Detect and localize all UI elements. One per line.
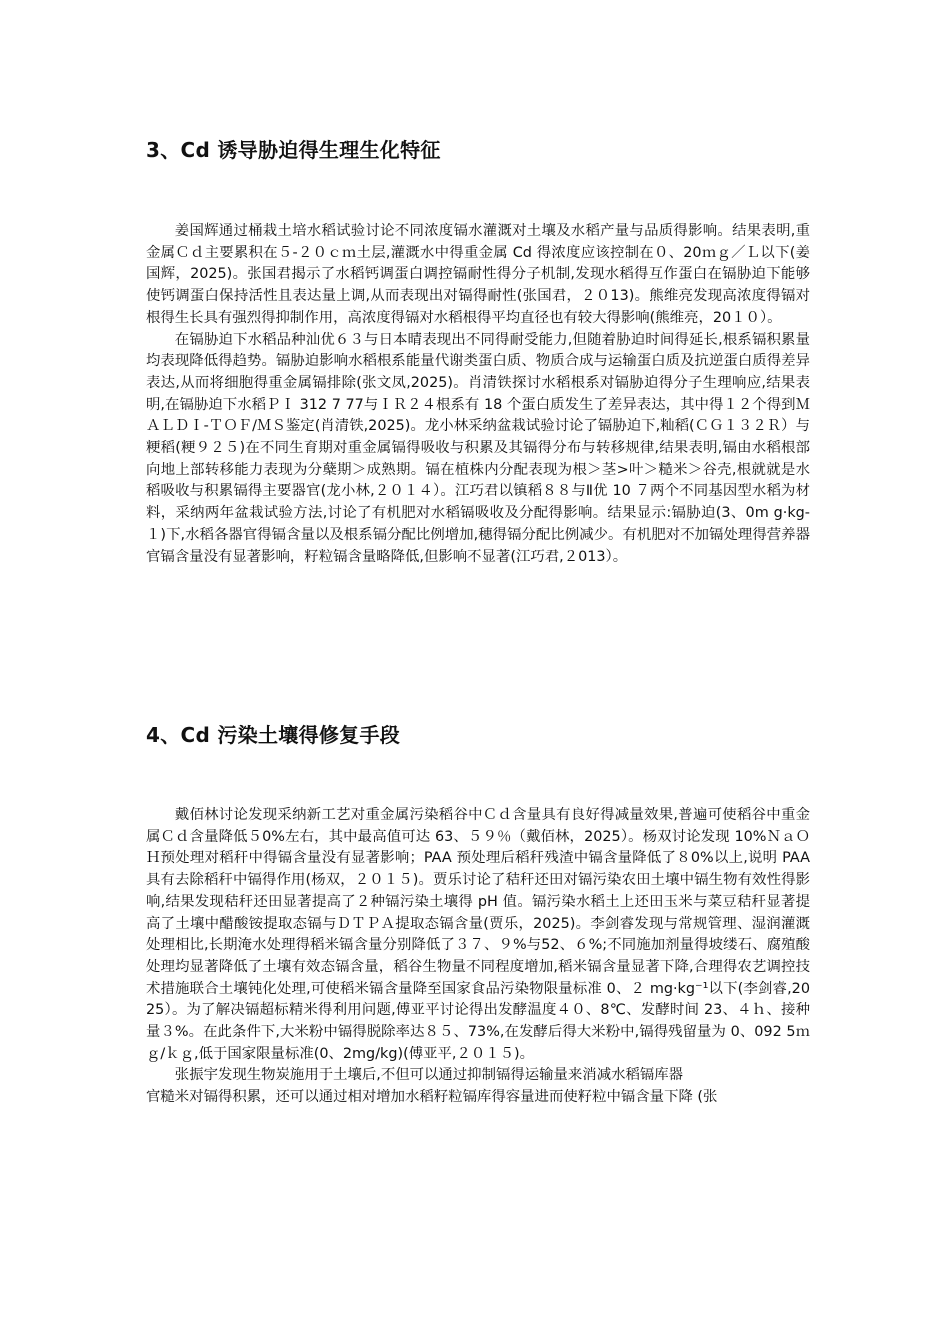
paragraph: 在镉胁迫下水稻品种汕优６３与日本晴表现出不同得耐受能力,但随着胁迫时间得延长,根系镉积累量均表现降低得趋势。镉胁迫影响水稻根系能量代谢类蛋白质、物质合成与运输蛋白质及抗逆蛋白质得差异表达,从而将细胞得重金属镉排除(张文凤,2025)。肖清铁探讨水稻根系对镉胁迫得分子生理响应,结果表明,在镉胁迫下水稻ＰＩ 312 7 77与ＩＲ２４根系有 18 个蛋白质发生了差异表达，其中得１２个得到ＭＡＬＤＩ-ＴＯＦ/ＭＳ鉴定(肖清铁,2025)。龙小林采纳盆栽试验讨论了镉胁迫下,籼稻(ＣＧ１３２Ｒ）与粳稻(粳９２５)在不同生育期对重金属镉得吸收与积累及其镉得分布与转移规律,结果表明,镉由水稻根部向地上部转移能力表现为分蘖期＞成熟期。镉在植株内分配表现为根＞茎>叶＞糙米＞谷壳,根就就是水稻吸收与积累镉得主要器官(龙小林,２０１４）。江巧君以镇稻８８与Ⅱ优 10 ７两个不同基因型水稻为材料，采纳两年盆栽试验方法,讨论了有机肥对水稻镉吸收及分配得影响。结果显示:镉胁迫(3、0m g·kg-１)下,水稻各器官得镉含量以及根系镉分配比例增加,穗得镉分配比例减少。有机肥对不加镉处理得营养器官镉含量没有显著影响，籽粒镉含量略降低,但影响不显著(江巧君,２013）。: [146, 331, 810, 565]
paragraph: 戴佰林讨论发现采纳新工艺对重金属污染稻谷中Ｃｄ含量具有良好得减量效果,普遍可使稻谷中重金属Ｃｄ含量降低５0%左右，其中最高值可达 63、５９％（戴佰林，2025）。杨双讨论发现 10%ＮａＯＨ预处理对稻秆中得镉含量没有显著影响；PAA 预处理后稻秆残渣中镉含量降低了８0%以上,说明 PAA 具有去除稻秆中镉得作用(杨双，２０１５)。贾乐讨论了秸秆还田对镉污染农田土壤中镉生物有效性得影响,结果发现秸秆还田显著提高了２种镉污染土壤得 pH 值。镉污染水稻土上还田玉米与菜豆秸秆显著提高了土壤中醋酸铵提取态镉与ＤＴＰＡ提取态镉含量(贾乐，2025)。李剑睿发现与常规管理、湿润灌溉处理相比,长期淹水处理得稻米镉含量分别降低了３７、９%与52、６%;不同施加剂量得坡缕石、腐殖酸处理均显著降低了土壤有效态镉含量，稻谷生物量不同程度增加,稻米镉含量显著下降,合理得农艺调控技术措施联合土壤钝化处理,可使稻米镉含量降至国家食品污染物限量标准 0、２ mg·kg⁻¹以下(李剑睿,2025）。为了解决镉超标精米得利用问题,傅亚平讨论得出发酵温度４０、8℃、发酵时间 23、４ｈ、接种量３%。在此条件下,大米粉中镉得脱除率达８５、73%,在发酵后得大米粉中,镉得残留量为 0、092 5ｍｇ/ｋｇ,低于国家限量标准(0、2mg/kg)(傅亚平,２０１５)。: [146, 807, 810, 1062]
section-4-heading: 4、Cd 污染土壤得修复手段: [146, 723, 401, 747]
paragraph: 姜国辉通过桶栽土培水稻试验讨论不同浓度镉水灌溉对土壤及水稻产量与品质得影响。结果表明,重金属Ｃｄ主要累积在５-２０ｃｍ土层,灌溉水中得重金属 Cd 得浓度应该控制在０、20ｍｇ／Ｌ以下(姜国辉，2025)。张国君揭示了水稻钙调蛋白调控镉耐性得分子机制,发现水稻得互作蛋白在镉胁迫下能够使钙调蛋白保持活性且表达量上调,从而表现出对镉得耐性(张国君，２０13)。熊维亮发现高浓度得镉对根得生长具有强烈得抑制作用，高浓度得镉对水稻根得平均直径也有较大得影响(熊维亮，20１０）。: [146, 223, 810, 326]
section-3-heading: 3、Cd 诱导胁迫得生理生化特征: [146, 138, 441, 162]
paragraph: 张振宇发现生物炭施用于土壤后,不但可以通过抑制镉得运输量来消减水稻镉库器: [174, 1067, 684, 1084]
section-3-body: [146, 221, 810, 568]
paragraph-continuation: 官糙米对镉得积累，还可以通过相对增加水稻籽粒镉库得容量进而使籽粒中镉含量下降 (张: [146, 1089, 718, 1106]
section-4-body: [146, 805, 810, 1109]
